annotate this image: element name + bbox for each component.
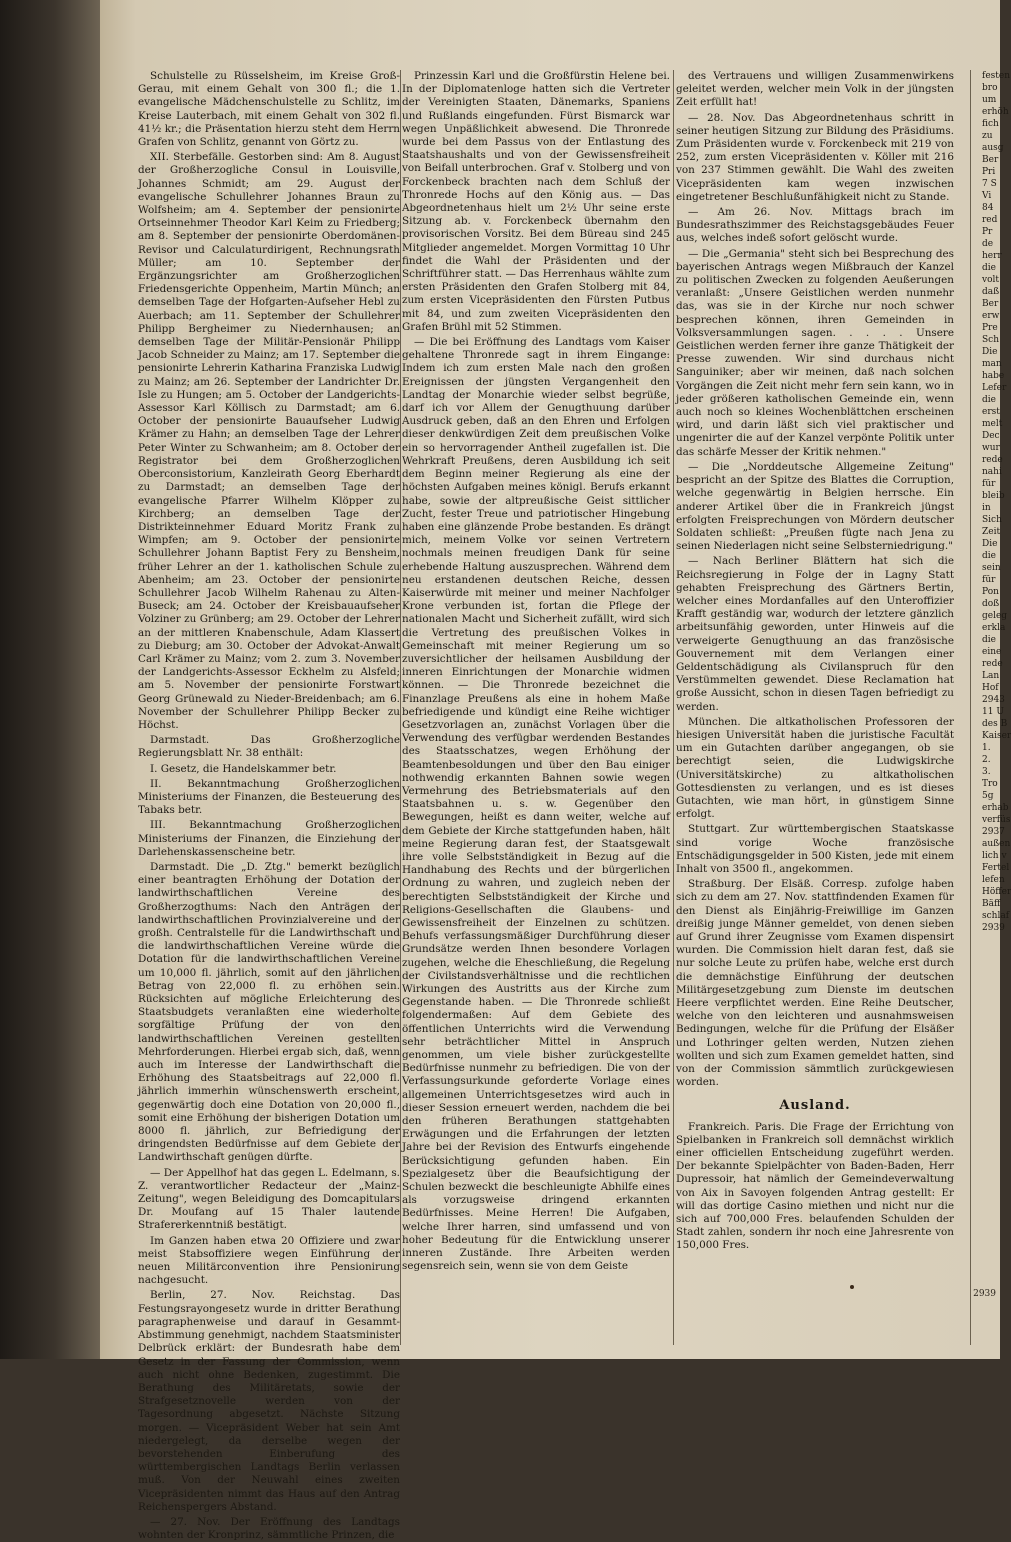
cut-off-fragment: eine xyxy=(982,647,1002,657)
cut-off-fragment: geleg xyxy=(982,611,1008,621)
cut-off-fragment: Tro xyxy=(982,779,998,789)
cut-off-fragment: 11 U xyxy=(982,707,1004,717)
column-divider xyxy=(970,70,971,1345)
paragraph: — Nach Berliner Blättern hat sich die Reichsregierung in Folge der in Lagny Statt gehabten Freisprechung des Gärtners Bertin, welcher eines Mordanfalles auf den Unteroffizier Krafft geständig war, wodurch der letztere gänzlich arbeitsunfähig geworden, unter Hinweis auf die verweigerte Genugthuung an das französische Gouvernement mit dem Verlangen einer Geldentschädigung als Civilanspruch für den Verstümmelten gewendet. Diese Reclamation hat große Aussicht, schon in diesen Tagen befriedigt zu werden. xyxy=(676,555,954,713)
cut-off-fragment: habe xyxy=(982,371,1005,381)
cut-off-fragment: Dec xyxy=(982,431,1000,441)
paragraph: I. Gesetz, die Handelskammer betr. xyxy=(150,762,337,775)
column-3 xyxy=(676,70,954,1345)
paragraph: Darmstadt. Das Großherzogliche Regierungsblatt Nr. 38 enthält: xyxy=(138,734,400,760)
cut-off-fragment: Kaiser xyxy=(982,731,1011,741)
paragraph: XII. Sterbefälle. Gestorben sind: Am 8. August der Großherzogliche Consul in Louisville, Johannes Schmidt; am 29. August der evangelische Schullehrer Johannes Braun zu Wolfsheim; am 4. September der pensionirte Ortseinnehmer Theodor Karl Keim zu Friedberg; am 8. September der pensionirte Oberdomänen-Revisor und Calculaturdirigent, Rechnungsrath Müller; am 10. September der Ergänzungsrichter am Großherzoglichen Friedensgerichte Oppenheim, Martin Münch; an demselben Tage der Hofgarten-Aufseher Hebl zu Auerbach; am 11. September der Schullehrer Philipp Bergheimer zu Niedernhausen; an demselben Tage der Militär-Pensionär Philipp Jacob Schneider zu Mainz; am 17. September die pensionirte Lehrerin Katharina Franziska Ludwig zu Mainz; am 26. September der Landrichter Dr. Isle zu Hungen; am 5. October der Landgerichts-Assessor Karl Köllisch zu Darmstadt; am 6. October der pensionirte Bauaufseher Ludwig Krämer zu Hahn; an demselben Tage der Lehrer Peter Winter zu Schwanheim; am 8. October der Registrator bei dem Großherzoglichen Oberconsistorium, Kanzleirath Georg Eberhardt zu Darmstadt; an demselben Tage der evangelische Pfarrer Wilhelm Klöpper zu Kirchberg; an demselben Tage der Distrikteinnehmer Eduard Moritz Frank zu Wimpfen; am 9. October der pensionirte Schullehrer Johann Baptist Fery zu Bensheim, früher Lehrer an der 1. katholischen Schule zu Abenheim; am 23. October der pensionirte Schullehrer Jacob Wilhelm Rahenau zu Alten-Buseck; am 24. October der Kreisbauaufseher Volziner zu Grünberg; am 29. October der Lehrer an der mittleren Knabenschule, Adam Klassert zu Dieburg; am 30. October der Advokat-Anwalt Carl Krämer zu Mainz; vom 2. zum 3. November der Landgerichts-Assessor Eckhelm zu Alsfeld; am 5. November der pensionirte Forstwart Georg Grünewald zu Nieder-Breidenbach; am 6. November der Schullehrer Philipp Becker zu Höchst. xyxy=(138,151,400,731)
cut-off-fragment: man xyxy=(982,359,1002,369)
book-binding-edge xyxy=(0,0,100,1359)
cut-off-fragment: Höffer xyxy=(982,887,1011,897)
cut-off-fragment: fich xyxy=(982,119,999,129)
cut-off-fragment: zu xyxy=(982,131,993,141)
cut-off-fragment: für xyxy=(982,479,996,489)
cut-off-fragment: schlaf xyxy=(982,911,1010,921)
cut-off-fragment: Vi xyxy=(982,191,992,201)
cut-off-fragment: außen xyxy=(982,839,1011,849)
cut-off-fragment: wur xyxy=(982,443,1000,453)
cut-off-fragment: 2943 xyxy=(982,695,1005,705)
cut-off-fragment: rede xyxy=(982,659,1003,669)
cut-off-fragment: Die xyxy=(982,347,998,357)
column-4-cut-off xyxy=(982,70,1011,1345)
cut-off-fragment: Ber xyxy=(982,299,999,309)
cut-off-fragment: Zeit xyxy=(982,527,1001,537)
paragraph: — Am 26. Nov. Mittags brach im Bundesrathszimmer des Reichstagsgebäudes Feuer aus, welches indeß sofort gelöscht wurde. xyxy=(676,206,954,245)
paragraph: — Der Appellhof hat das gegen L. Edelmann, s. Z. verantwortlicher Redacteur der „Mainz-Zeitung", wegen Beleidigung des Domcapitulars Dr. Moufang auf 15 Thaler lautende Strafererkenntniß bestätigt. xyxy=(138,1166,400,1232)
cut-off-fragment: Pre xyxy=(982,323,998,333)
cut-off-fragment: volt xyxy=(982,275,999,285)
paragraph: — 28. Nov. Das Abgeordnetenhaus schritt in seiner heutigen Sitzung zur Bildung des Präsidiums. Zum Präsidenten wurde v. Forckenbeck mit 219 von 252, zum ersten Vicepräsidenten v. Köller mit 216 von 237 Stimmen gewählt. Die Wahl des zweiten Vicepräsidenten kam wegen inzwischen eingetretener Beschlußunfähigkeit nicht zu Stande. xyxy=(676,111,954,203)
paragraph: Frankreich. Paris. Die Frage der Errichtung von Spielbanken in Frankreich soll demnächst wirklich einer officiellen Entscheidung zugeführt werden. Der bekannte Spielpächter von Baden-Baden, Herr Dupressoir, hat nämlich der Gemeindeverwaltung von Aix in Savoyen folgenden Antrag gestellt: Er will das dortige Casino miethen und nicht nur die sich auf 700,000 Fres. belaufenden Schulden der Stadt zahlen, sondern ihr noch eine Jahresrente von 150,000 Fres. xyxy=(676,1120,954,1252)
cut-off-fragment: erw xyxy=(982,311,1000,321)
paragraph: München. Die altkatholischen Professoren der hiesigen Universität haben die juristische Facultät um ein Gutachten darüber angegangen, ob sie berechtigt seien, die Ludwigskirche (Universitätskirche) zu altkatholischen Gottesdiensten zu verlangen, und es ist dieses Gutachten, wie man hört, in günstigem Sinne erfolgt. xyxy=(676,715,954,821)
column-2 xyxy=(402,70,670,1345)
cut-off-fragment: für xyxy=(982,575,996,585)
paragraph: Im Ganzen haben etwa 20 Offiziere und zwar meist Stabsoffiziere wegen Einführung der neuen Militärconvention ihre Pensionirung nachgesucht. xyxy=(138,1234,400,1287)
cut-off-fragment: verfüs xyxy=(982,815,1011,825)
cut-off-fragment: 5g xyxy=(982,791,994,801)
column-1 xyxy=(138,70,400,1542)
cut-off-fragment: festen xyxy=(982,71,1011,81)
cut-off-fragment: Hof xyxy=(982,683,999,693)
cut-off-fragment: Pr xyxy=(982,227,993,237)
cut-off-fragment: Die xyxy=(982,539,998,549)
cut-off-fragment: doß xyxy=(982,599,1000,609)
page-number: 2939 xyxy=(973,1289,996,1299)
cut-off-fragment: de xyxy=(982,239,994,249)
cut-off-fragment: daß xyxy=(982,287,1000,297)
cut-off-fragment: die xyxy=(982,635,996,645)
cut-off-fragment: Fertel xyxy=(982,863,1010,873)
paragraph: — 27. Nov. Der Eröffnung des Landtags wohnten der Kronprinz, sämmtliche Prinzen, die xyxy=(138,1515,400,1542)
paragraph: Darmstadt. Die „D. Ztg." bemerkt bezüglich einer beantragten Erhöhung der Dotation der landwirthschaftlichen Vereine des Großherzogthums: Nach den Anträgen der landwirthschaftlichen Provinzialvereine und der großh. Centralstelle für die Landwirthschaft und die landwirthschaftlichen Vereine würde die Dotation für die landwirthschaftlichen Vereine um 10,000 fl. jährlich, somit auf den jährlichen Betrag von 22,000 fl. zu erhöhen sein. Rücksichten auf mögliche Erleichterung des Staatsbudgets veranlaßten eine wiederholte sorgfältige Prüfung der von den landwirthschaftlichen Vereinen gestellten Mehrforderungen. Hierbei ergab sich, daß, wenn auch im Interesse der Landwirthschaft die Erhöhung des Staatsbeitrags auf 22,000 fl. jährlich immerhin wünschenswerth erscheint, gegenwärtig doch eine Dotation von 20,000 fl., somit eine Erhöhung der bisherigen Dotation um 8000 fl. jährlich, zur Befriedigung der dringendsten Bedürfnisse auf dem Gebiete der Landwirthschaft genügen dürfte. xyxy=(138,860,400,1164)
paragraph: Stuttgart. Zur württembergischen Staatskasse sind vorige Woche französische Entschädigungsgelder in 500 Kisten, jede mit einem Inhalt von 3500 fl., angekommen. xyxy=(676,823,954,875)
cut-off-fragment: des B xyxy=(982,719,1008,729)
paragraph: — Die „Norddeutsche Allgemeine Zeitung" bespricht an der Spitze des Blattes die Corruption, welche gegenwärtig in Belgien herrsche. Ein anderer Artikel über die in Frankreich jüngst erfolgten Freisprechungen von Mördern deutscher Soldaten schließt: „Preußen fügte nach Jena zu seinen Niederlagen nicht seine Selbsterniedrigung." xyxy=(676,460,954,553)
cut-off-fragment: 7 S xyxy=(982,179,997,189)
paragraph: Prinzessin Karl und die Großfürstin Helene bei. In der Diplomatenloge hatten sich die Vertreter der Vereinigten Staaten, Dänemarks, Spaniens und Rußlands eingefunden. Fürst Bismarck war wegen Unpäßlichkeit abwesend. Die Thronrede wurde bei dem Passus von der Entlastung des Staatshaushalts und von der Gewissensfreiheit von Beifall unterbrochen. Graf v. Stolberg und von Forckenbeck brachten nach dem Schluß der Thronrede Hochs auf den König aus. — Das Abgeordnetenhaus hielt um 2½ Uhr seine erste Sitzung ab. v. Forckenbeck übernahm den provisorischen Vorsitz. Bei dem Büreau sind 245 Mitglieder angemeldet. Morgen Vormittag 10 Uhr findet die Wahl der Präsidenten und der Schriftführer statt. — Das Herrenhaus wählte zum ersten Präsidenten den Grafen Stolberg mit 84, zum ersten Vicepräsidenten den Fürsten Putbus mit 84, und zum zweiten Vicepräsidenten den Grafen Brühl mit 52 Stimmen. xyxy=(402,70,670,333)
cut-off-fragment: red xyxy=(982,215,998,225)
cut-off-fragment: Lefer xyxy=(982,383,1007,393)
cut-off-fragment: herr xyxy=(982,251,1002,261)
cut-off-fragment: rede xyxy=(982,455,1003,465)
cut-off-fragment: nahi xyxy=(982,467,1002,477)
cut-off-fragment: Lan xyxy=(982,671,1000,681)
paragraph: des Vertrauens und willigen Zusammenwirkens geleitet werden, welcher mein Volk in der jüngsten Zeit erfüllt hat! xyxy=(676,70,954,109)
cut-off-fragment: Pri xyxy=(982,167,996,177)
cut-off-fragment: Sch xyxy=(982,335,1000,345)
paragraph: Straßburg. Der Elsäß. Corresp. zufolge haben sich zu dem am 27. Nov. stattfindenden Examen für den Dienst als Einjährig-Freiwillige im Ganzen dreißig junge Männer gemeldet, von denen sieben auf Grund ihrer Zeugnisse vom Examen dispensirt wurden. Die Commission hielt daran fest, daß sie nur solche Leute zu prüfen habe, welche erst durch die demnächstige Einführung der deutschen Militärgesetzgebung zum Dienste im deutschen Heere verpflichtet werden. Eine Reihe Deutscher, welche von den leichteren und ausnahmsweisen Bedingungen, welche für die Prüfung der Elsäßer und Lothringer gelten werden, Nutzen ziehen wollten und sich zum Examen gemeldet hatten, sind von der Commission sämmtlich zurückgewiesen worden. xyxy=(676,878,954,1089)
ink-spot xyxy=(850,1285,854,1289)
paragraph: II. Bekanntmachung Großherzoglichen Ministeriums der Finanzen, die Besteuerung des Tabaks betr. xyxy=(138,777,400,817)
paragraph: — Die „Germania" steht sich bei Besprechung des bayerischen Antrags wegen Mißbrauch der Kanzel zu politischen Zwecken zu folgenden Aeußerungen veranlaßt: „Unsere Geistlichen werden nunmehr das, was sie in der Kirche nur noch schwer besprechen können, ihren Gemeinden in Volksversammlungen sagen. . . . . Unsere Geistlichen werden ferner ihre ganze Thätigkeit der Presse zuwenden. Wir sind durchaus nicht Sanguiniker; aber wir meinen, daß nach solchen Vorgängen die Zeit nicht mehr fern sein kann, wo in jeder größeren katholischen Gemeinde ein, wenn auch noch so kleines Wochenblättchen erscheinen wird, und darin läßt sich viel praktischer und ungenirter die auf der Kanzel verpönte Politik unter das schärfe Messer der Kritik nehmen." xyxy=(676,247,954,458)
newspaper-page xyxy=(100,0,1011,1542)
cut-off-fragment: in xyxy=(982,503,991,513)
cut-off-fragment: die xyxy=(982,395,996,405)
cut-off-fragment: erst xyxy=(982,407,1000,417)
paragraph: III. Bekanntmachung Großherzoglichen Ministeriums der Finanzen, die Einziehung der Darlehenskassenscheine betr. xyxy=(138,819,400,858)
cut-off-fragment: Ber xyxy=(982,155,999,165)
paragraph: Schulstelle zu Rüsselsheim, im Kreise Groß-Gerau, mit einem Gehalt von 300 fl.; die 1. evangelische Mädchenschulstelle zu Schlitz, im Kreise Lauterbach, mit einem Gehalt von 302 fl. 41½ kr.; die Präsentation hierzu steht dem Herrn Grafen von Schlitz, genannt von Görtz zu. xyxy=(138,70,400,149)
cut-off-fragment: ausg xyxy=(982,143,1004,153)
paragraph: Berlin, 27. Nov. Reichstag. Das Festungsrayongesetz wurde in dritter Berathung paragraphenweise und darauf in Gesammt-Abstimmung genehmigt, nachdem Staatsminister Delbrück erklärt: der Bundesrath habe dem Gesetz in der Fassung der Commission, wenn auch nicht ohne Bedenken, zugestimmt. Die Berathung des Militäretats, sowie der Strafgesetznovelle werden von der Tagesordnung abgesetzt. Nächste Sitzung morgen. — Vicepräsident Weber hat sein Amt niedergelegt, da derselbe wegen der bevorstehenden Einberufung des württembergischen Landtags Berlin verlassen muß. Von der Neuwahl eines zweiten Vicepräsidenten nimmt das Haus auf den Antrag Reichenspergers Abstand. xyxy=(138,1289,400,1513)
paragraph: — Die bei Eröffnung des Landtags vom Kaiser gehaltene Thronrede sagt in ihrem Eingange: Indem ich zum ersten Male nach den großen Ereignissen der jüngsten Vergangenheit den Landtag der Monarchie wieder selbst begrüße, darf ich vor Allem der Genugthuung darüber Ausdruck geben, daß an den Ehren und Erfolgen dieser denkwürdigen Zeit dem preußischen Volke ein so hervorragender Antheil zugefallen ist. Die Wehrkraft Preußens, deren Ausbildung ich seit dem Beginn meiner Regierung als eine der höchsten Aufgaben meines königl. Berufs erkannt habe, sowie der altpreußische Geist sittlicher Zucht, fester Treue und patriotischer Hingebung haben eine glänzende Probe bestanden. Es drängt mich, meinem Volke vor seinen Vertretern nochmals meinen freudigen Dank für seine erhebende Haltung auszusprechen. Während dem neu erstandenen deutschen Reiche, dessen Kaiserwürde mit meiner und meiner Nachfolger Krone verbunden ist, fortan die Pflege der nationalen Macht und Sicherheit zufällt, wird sich die Vertretung des preußischen Volkes in Gemeinschaft mit meiner Regierung um so zuversichtlicher der heilsamen Ausbildung der inneren Einrichtungen der Monarchie widmen können. — Die Thronrede bezeichnet die Finanzlage Preußens als eine in hohem Maße befriedigende und kündigt eine Reihe wichtiger Gesetzvorlagen an, zunächst Vorlagen über die Verwendung des verfügbar werdenden Bestandes des Staatsschatzes, wegen Erhöhung der Beamtenbesoldungen und über den Bau einiger nothwendig erkannten Bahnen sowie wegen Vermehrung des Betriebsmaterials auf den Staatsbahnen u. s. w. Gegenüber den Bewegungen, heißt es dann weiter, welche auf dem Gebiete der Kirche stattgefunden haben, hält meine Regierung daran fest, der Staatsgewalt ihre volle Selbstständigkeit in Bezug auf die Handhabung des Rechts und der bürgerlichen Ordnung zu wahren, und zugleich neben der berechtigten Selbstständigkeit der Kirche und Religions-Gesellschaften die Glaubens- und Gewissensfreiheit der Einzelnen zu schützen. Behufs verfassungsmäßiger Durchführung dieser Grundsätze werden Ihnen besondere Vorlagen zugehen, welche die Eheschließung, die Regelung der Civilstandsverhältnisse und die rechtlichen Wirkungen des Austritts aus der Kirche zum Gegenstande haben. — Die Thronrede schließt folgendermaßen: Auf dem Gebiete des öffentlichen Unterrichts wird die Verwendung sehr beträchtlicher Mittel in Anspruch genommen, um viele bisher zurückgestellte Bedürfnisse nunmehr zu befriedigen. Die von der Verfassungsurkunde geforderte Vorlage eines allgemeinen Unterrichtsgesetzes wird auch in dieser Session erneuert werden, nachdem die bei den früheren Berathungen stattgehabten Erwägungen und die Erfahrungen der letzten Jahre bei der Revision des Entwurfs eingehende Berücksichtigung gefunden haben. Ein Spezialgesetz über die Beaufsichtigung der Schulen bezweckt die beschleunigte Abhilfe eines als vorzugsweise dringend erkannten Bedürfnisses. Meine Herren! Die Aufgaben, welche Ihrer harren, sind umfassend und von hoher Bedeutung für die Entwicklung unserer inneren Zustände. Ihre Arbeiten werden segensreich sein, wenn sie von dem Geiste xyxy=(402,336,670,1273)
cut-off-fragment: lefen xyxy=(982,875,1005,885)
cut-off-fragment: bro xyxy=(982,83,998,93)
cut-off-fragment: erhab xyxy=(982,803,1009,813)
cut-off-fragment: die xyxy=(982,551,996,561)
cut-off-fragment: 2939 xyxy=(982,923,1005,933)
cut-off-fragment: 2. xyxy=(982,755,991,765)
column-divider xyxy=(400,70,401,1345)
cut-off-fragment: um xyxy=(982,95,997,105)
section-heading-ausland: Ausland. xyxy=(779,1098,851,1114)
cut-off-fragment: bleib xyxy=(982,491,1005,501)
cut-off-fragment: lich v xyxy=(982,851,1007,861)
cut-off-fragment: erkla xyxy=(982,623,1006,633)
cut-off-fragment: 84 xyxy=(982,203,994,213)
cut-off-fragment: melt xyxy=(982,419,1003,429)
cut-off-fragment: 1. xyxy=(982,743,991,753)
cut-off-fragment: 3. xyxy=(982,767,991,777)
column-divider xyxy=(673,70,674,1345)
cut-off-fragment: Pon xyxy=(982,587,999,597)
cut-off-fragment: 2937 xyxy=(982,827,1005,837)
cut-off-fragment: sein xyxy=(982,563,1001,573)
cut-off-fragment: Bäff xyxy=(982,899,1001,909)
cut-off-fragment: erhöh xyxy=(982,107,1009,117)
cut-off-fragment: die xyxy=(982,263,996,273)
cut-off-fragment: Sich xyxy=(982,515,1002,525)
